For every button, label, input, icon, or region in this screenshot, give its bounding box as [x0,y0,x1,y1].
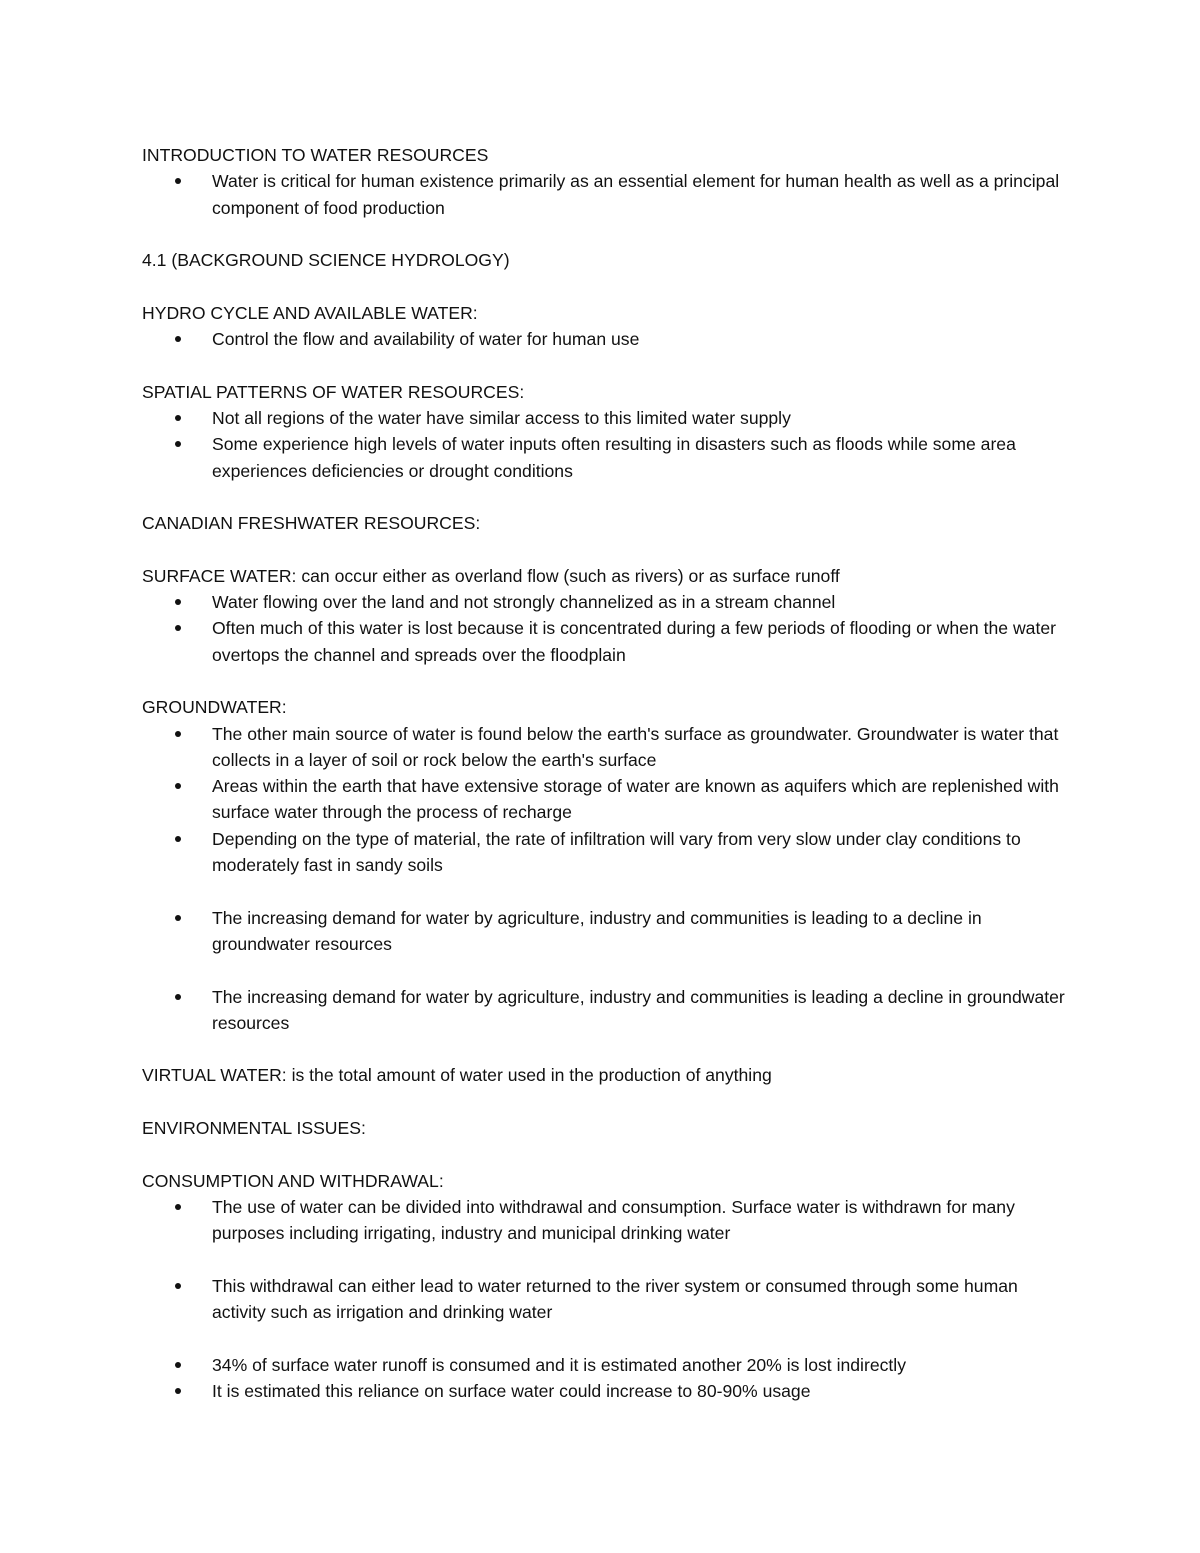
bullet-list [142,1194,1072,1247]
list-item-text: The use of water can be divided into withdrawal and consumption. Surface water is withdrawn for many purposes including irrigating, industry and municipal drinking water [212,1196,1015,1244]
bullet-icon [175,415,181,421]
list-item [142,773,1072,826]
bullet-icon [175,836,181,842]
spacer [142,1246,1072,1272]
bullet-icon [175,1204,181,1210]
bullet-list [142,721,1072,879]
list-item-text: Water flowing over the land and not strongly channelized as in a stream channel [212,592,836,613]
section-groundwater [142,694,1072,1036]
bullet-icon [175,915,181,921]
list-item [142,1194,1072,1247]
list-item-text: Not all regions of the water have similar access to this limited water supply [212,407,791,428]
section-heading: SPATIAL PATTERNS OF WATER RESOURCES: [142,381,525,402]
bullet-icon [175,1388,181,1394]
spacer [142,352,1072,378]
list-item [142,721,1072,774]
list-item-text: 34% of surface water runoff is consumed and it is estimated another 20% is lost indirectly [212,1354,906,1375]
list-item-text: This withdrawal can either lead to water returned to the river system or consumed through some human activity such as irrigation and drinking water [212,1275,1018,1323]
section-heading: HYDRO CYCLE AND AVAILABLE WATER: [142,302,478,323]
section-heading: GROUNDWATER: [142,697,287,718]
list-item-text: The other main source of water is found below the earth's surface as groundwater. Groundwater is water that collects in a layer of soil or rock below the earth's surface [212,723,1059,770]
list-item-text: Water is critical for human existence primarily as an essential element for human health as well as a principal component of food production [212,171,1060,218]
bullet-list [142,326,1072,352]
spacer [142,957,1072,983]
section-background [142,247,1072,273]
bullet-list [142,1352,1072,1405]
section-heading: VIRTUAL WATER: is the total amount of water used in the production of anything [142,1065,772,1086]
list-item [142,905,1072,958]
list-item [142,1273,1072,1326]
list-item [142,326,1072,352]
list-item-text: Some experience high levels of water inputs often resulting in disasters such as floods while some area experiences deficiencies or drought conditions [212,434,1016,481]
list-item-text: It is estimated this reliance on surface water could increase to 80-90% usage [212,1380,811,1401]
section-heading: ENVIRONMENTAL ISSUES: [142,1117,366,1138]
list-item [142,431,1072,484]
list-item [142,1352,1072,1378]
spacer [142,536,1072,562]
spacer [142,1325,1072,1351]
document-page [142,142,1072,1404]
list-item-text: Control the flow and availability of water for human use [212,329,640,350]
bullet-list [142,905,1072,958]
bullet-list [142,168,1072,221]
list-item [142,168,1072,221]
bullet-icon [175,336,181,342]
spacer [142,878,1072,904]
section-heading: CANADIAN FRESHWATER RESOURCES: [142,513,481,534]
section-canadian [142,510,1072,536]
spacer [142,668,1072,694]
list-item [142,1378,1072,1404]
section-environmental [142,1115,1072,1141]
bullet-icon [175,599,181,605]
section-spatial [142,379,1072,484]
list-item [142,826,1072,879]
bullet-icon [175,441,181,447]
bullet-icon [175,1283,181,1289]
bullet-icon [175,994,181,1000]
bullet-icon [175,1362,181,1368]
section-surface-water [142,563,1072,668]
spacer [142,1089,1072,1115]
spacer [142,484,1072,510]
section-intro [142,142,1072,221]
bullet-list [142,984,1072,1037]
spacer [142,221,1072,247]
list-item-text: Depending on the type of material, the rate of infiltration will vary from very slow under clay conditions to moderately fast in sandy soils [212,828,1021,876]
list-item [142,615,1072,668]
section-heading: 4.1 (BACKGROUND SCIENCE HYDROLOGY) [142,250,510,271]
section-hydro-cycle [142,300,1072,353]
section-consumption [142,1168,1072,1405]
bullet-icon [175,178,181,184]
bullet-icon [175,625,181,631]
bullet-icon [175,731,181,737]
bullet-list [142,405,1072,484]
spacer [142,1036,1072,1062]
section-heading: CONSUMPTION AND WITHDRAWAL: [142,1170,444,1191]
section-heading: INTRODUCTION TO WATER RESOURCES [142,145,489,165]
list-item [142,984,1072,1037]
list-item-text: The increasing demand for water by agriculture, industry and communities is leading a decline in groundwater resources [212,986,1065,1033]
spacer [142,1141,1072,1167]
spacer [142,273,1072,299]
section-virtual-water [142,1062,1072,1088]
list-item-text: Often much of this water is lost because it is concentrated during a few periods of flooding or when the water overtops the channel and spreads over the floodplain [212,618,1056,665]
bullet-icon [175,783,181,789]
bullet-list [142,589,1072,668]
list-item [142,405,1072,431]
section-heading: SURFACE WATER: can occur either as overland flow (such as rivers) or as surface runoff [142,565,840,586]
list-item-text: The increasing demand for water by agriculture, industry and communities is leading to a decline in groundwater resources [212,907,982,954]
list-item [142,589,1072,615]
list-item-text: Areas within the earth that have extensive storage of water are known as aquifers which are replenished with surface water through the process of recharge [212,776,1059,823]
bullet-list [142,1273,1072,1326]
